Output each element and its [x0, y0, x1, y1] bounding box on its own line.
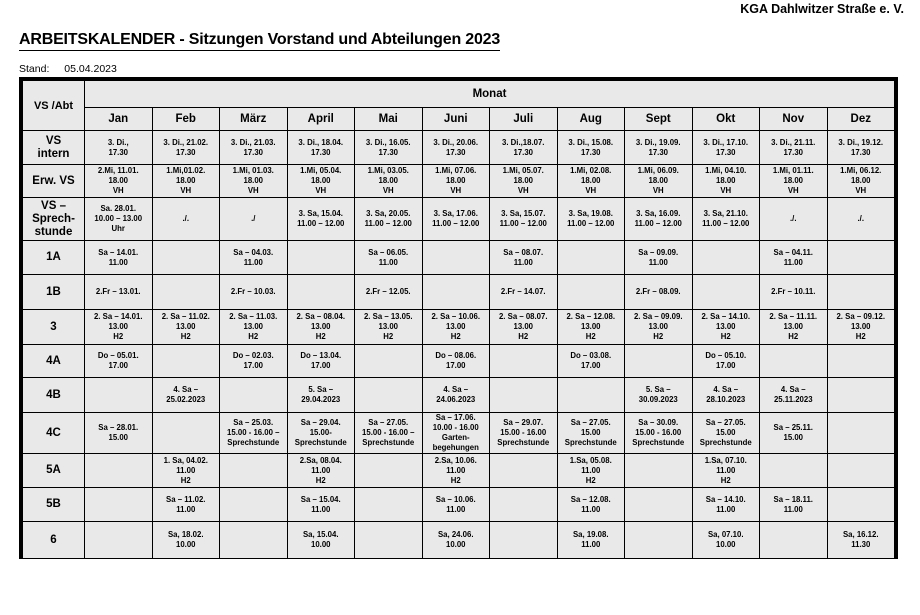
- table-cell: [625, 522, 693, 559]
- table-cell: 2. Sa – 11.03. 13.00 H2: [220, 310, 288, 345]
- table-cell: Sa – 10.06. 11.00: [422, 488, 490, 522]
- table-cell: 4. Sa – 28.10.2023: [692, 378, 760, 413]
- stand-date: 05.04.2023: [64, 63, 117, 75]
- month-header: Juni: [422, 108, 490, 131]
- table-row: [23, 310, 895, 345]
- table-cell: 2. Sa – 09.09. 13.00 H2: [625, 310, 693, 345]
- corner-header: VS /Abt: [23, 81, 85, 131]
- table-cell: 1.Mi, 01.11. 18.00 VH: [760, 165, 828, 198]
- table-row: [23, 378, 895, 413]
- table-cell: 1.Mi, 02.08. 18.00 VH: [557, 165, 625, 198]
- table-cell: [760, 345, 828, 378]
- table-cell: 1.Mi, 05.04. 18.00 VH: [287, 165, 355, 198]
- table-cell: [827, 413, 895, 454]
- table-cell: [85, 522, 153, 559]
- table-cell: [557, 275, 625, 310]
- table-row: [23, 198, 895, 241]
- table-cell: [85, 488, 153, 522]
- table-cell: [152, 241, 220, 275]
- table-cell: [355, 345, 423, 378]
- table-cell: [692, 241, 760, 275]
- table-cell: 3. Di., 15.08. 17.30: [557, 131, 625, 165]
- table-cell: Sa – 11.02. 11.00: [152, 488, 220, 522]
- table-cell: 2.Mi, 11.01. 18.00 VH: [85, 165, 153, 198]
- row-header: 4A: [23, 345, 85, 378]
- table-cell: 3. Sa, 16.09. 11.00 – 12.00: [625, 198, 693, 241]
- table-cell: Sa – 06.05. 11.00: [355, 241, 423, 275]
- table-cell: Sa, 24.06. 10.00: [422, 522, 490, 559]
- table-cell: Do – 13.04. 17.00: [287, 345, 355, 378]
- table-cell: Sa, 19.08. 11.00: [557, 522, 625, 559]
- calendar-table: [22, 80, 895, 559]
- table-cell: [152, 413, 220, 454]
- table-cell: 3. Di., 17.30: [85, 131, 153, 165]
- table-cell: 2. Sa – 14.10. 13.00 H2: [692, 310, 760, 345]
- month-header: Sept: [625, 108, 693, 131]
- table-cell: 2. Sa – 10.06. 13.00 H2: [422, 310, 490, 345]
- table-cell: 3. Di., 19.09. 17.30: [625, 131, 693, 165]
- table-cell: Sa – 18.11. 11.00: [760, 488, 828, 522]
- table-cell: [827, 345, 895, 378]
- table-cell: 1.Mi, 05.07. 18.00 VH: [490, 165, 558, 198]
- row-header: 1A: [23, 241, 85, 275]
- table-cell: [355, 522, 423, 559]
- table-cell: 2.Fr – 13.01.: [85, 275, 153, 310]
- table-cell: 2. Sa – 08.04. 13.00 H2: [287, 310, 355, 345]
- table-cell: [490, 378, 558, 413]
- table-cell: [827, 454, 895, 488]
- month-header: Nov: [760, 108, 828, 131]
- row-header: VS – Sprech- stunde: [23, 198, 85, 241]
- table-cell: [422, 241, 490, 275]
- table-cell: 3. Di., 20.06. 17.30: [422, 131, 490, 165]
- row-header: VS intern: [23, 131, 85, 165]
- table-cell: 2. Sa – 14.01. 13.00 H2: [85, 310, 153, 345]
- table-cell: 3. Sa, 15.04. 11.00 – 12.00: [287, 198, 355, 241]
- table-cell: [490, 345, 558, 378]
- row-header: 4C: [23, 413, 85, 454]
- table-cell: 3. Sa, 19.08. 11.00 – 12.00: [557, 198, 625, 241]
- table-cell: [355, 454, 423, 488]
- table-cell: Sa – 14.01. 11.00: [85, 241, 153, 275]
- table-cell: [287, 275, 355, 310]
- table-cell: ./: [220, 198, 288, 241]
- table-cell: 4. Sa – 24.06.2023: [422, 378, 490, 413]
- table-cell: [220, 488, 288, 522]
- table-cell: 3. Di., 17.10. 17.30: [692, 131, 760, 165]
- table-cell: [827, 378, 895, 413]
- table-cell: [827, 241, 895, 275]
- table-cell: [760, 522, 828, 559]
- table-cell: [355, 488, 423, 522]
- month-header: April: [287, 108, 355, 131]
- table-cell: 2. Sa – 09.12. 13.00 H2: [827, 310, 895, 345]
- table-cell: Do – 05.10. 17.00: [692, 345, 760, 378]
- month-header: Dez: [827, 108, 895, 131]
- table-row: [23, 345, 895, 378]
- table-row: [23, 413, 895, 454]
- table-row: [23, 275, 895, 310]
- table-cell: Sa – 14.10. 11.00: [692, 488, 760, 522]
- table-cell: [625, 345, 693, 378]
- table-cell: [85, 378, 153, 413]
- table-cell: 1.Sa, 07.10. 11.00 H2: [692, 454, 760, 488]
- table-row: [23, 488, 895, 522]
- table-cell: ./.: [827, 198, 895, 241]
- row-header: 5A: [23, 454, 85, 488]
- table-cell: Sa – 09.09. 11.00: [625, 241, 693, 275]
- table-cell: 3. Sa, 20.05. 11.00 – 12.00: [355, 198, 423, 241]
- row-header: 5B: [23, 488, 85, 522]
- table-cell: 3. Di.,18.07. 17.30: [490, 131, 558, 165]
- table-cell: Sa, 07.10. 10.00: [692, 522, 760, 559]
- table-cell: [557, 241, 625, 275]
- table-cell: [152, 345, 220, 378]
- table-cell: [692, 275, 760, 310]
- table-cell: 1.Mi, 03.05. 18.00 VH: [355, 165, 423, 198]
- table-cell: 3. Sa, 21.10. 11.00 – 12.00: [692, 198, 760, 241]
- table-cell: 2.Fr – 10.11.: [760, 275, 828, 310]
- calendar-frame: [19, 77, 898, 559]
- table-cell: 3. Sa, 15.07. 11.00 – 12.00: [490, 198, 558, 241]
- table-cell: [220, 378, 288, 413]
- table-cell: 3. Di., 19.12. 17.30: [827, 131, 895, 165]
- table-cell: Sa – 25.03. 15.00 - 16.00 – Sprechstunde: [220, 413, 288, 454]
- table-cell: 1.Mi, 07.06. 18.00 VH: [422, 165, 490, 198]
- table-cell: 2. Sa – 08.07. 13.00 H2: [490, 310, 558, 345]
- table-cell: 2.Fr – 12.05.: [355, 275, 423, 310]
- table-cell: Do – 05.01. 17.00: [85, 345, 153, 378]
- table-cell: 3. Di., 18.04. 17.30: [287, 131, 355, 165]
- table-cell: 4. Sa – 25.11.2023: [760, 378, 828, 413]
- table-cell: Sa – 29.04. 15.00- Sprechstunde: [287, 413, 355, 454]
- table-cell: [220, 454, 288, 488]
- table-cell: 1.Mi, 01.03. 18.00 VH: [220, 165, 288, 198]
- table-row: [23, 131, 895, 165]
- month-header: März: [220, 108, 288, 131]
- table-cell: 3. Di., 21.03. 17.30: [220, 131, 288, 165]
- row-header: 1B: [23, 275, 85, 310]
- table-cell: Sa – 28.01. 15.00: [85, 413, 153, 454]
- table-cell: [85, 454, 153, 488]
- table-cell: Sa, 15.04. 10.00: [287, 522, 355, 559]
- stand-line: [19, 63, 117, 75]
- table-cell: Do – 02.03. 17.00: [220, 345, 288, 378]
- table-cell: [490, 522, 558, 559]
- table-cell: 1.Sa, 05.08. 11.00 H2: [557, 454, 625, 488]
- table-cell: [557, 378, 625, 413]
- table-cell: Do – 03.08. 17.00: [557, 345, 625, 378]
- row-header: 4B: [23, 378, 85, 413]
- table-cell: 2. Sa – 12.08. 13.00 H2: [557, 310, 625, 345]
- table-cell: [490, 454, 558, 488]
- table-cell: 3. Sa, 17.06. 11.00 – 12.00: [422, 198, 490, 241]
- table-row: [23, 165, 895, 198]
- table-cell: Sa – 27.05. 15.00 Sprechstunde: [692, 413, 760, 454]
- table-cell: 2.Sa, 08.04. 11.00 H2: [287, 454, 355, 488]
- table-cell: [220, 522, 288, 559]
- table-cell: 3. Di., 21.02. 17.30: [152, 131, 220, 165]
- table-cell: Sa – 15.04. 11.00: [287, 488, 355, 522]
- table-cell: Sa – 27.05. 15.00 Sprechstunde: [557, 413, 625, 454]
- table-cell: [490, 488, 558, 522]
- table-cell: [422, 275, 490, 310]
- table-cell: 2.Fr – 10.03.: [220, 275, 288, 310]
- table-cell: 3. Di., 21.11. 17.30: [760, 131, 828, 165]
- table-cell: 1.Mi, 06.09. 18.00 VH: [625, 165, 693, 198]
- table-cell: Sa, 18.02. 10.00: [152, 522, 220, 559]
- table-cell: 2. Sa – 11.11. 13.00 H2: [760, 310, 828, 345]
- table-cell: [152, 275, 220, 310]
- month-header: Juli: [490, 108, 558, 131]
- table-cell: [355, 378, 423, 413]
- table-cell: 1. Sa, 04.02. 11.00 H2: [152, 454, 220, 488]
- month-group-header: Monat: [85, 81, 895, 108]
- table-cell: 4. Sa – 25.02.2023: [152, 378, 220, 413]
- table-cell: Sa – 29.07. 15.00 - 16.00 Sprechstunde: [490, 413, 558, 454]
- month-header: Feb: [152, 108, 220, 131]
- table-cell: 2.Fr – 14.07.: [490, 275, 558, 310]
- month-header: Jan: [85, 108, 153, 131]
- table-cell: ./.: [152, 198, 220, 241]
- table-cell: [760, 454, 828, 488]
- row-header: Erw. VS: [23, 165, 85, 198]
- table-cell: Sa – 25.11. 15.00: [760, 413, 828, 454]
- page-title: ARBEITSKALENDER - Sitzungen Vorstand und Abteilungen 2023: [19, 31, 500, 51]
- table-cell: 5. Sa – 29.04.2023: [287, 378, 355, 413]
- table-cell: Sa – 12.08. 11.00: [557, 488, 625, 522]
- table-row: [23, 522, 895, 559]
- table-cell: 2. Sa – 13.05. 13.00 H2: [355, 310, 423, 345]
- table-cell: 1.Mi, 04.10. 18.00 VH: [692, 165, 760, 198]
- table-cell: Sa – 30.09. 15.00 - 16.00 Sprechstunde: [625, 413, 693, 454]
- organization-name: KGA Dahlwitzer Straße e. V.: [740, 2, 904, 16]
- table-cell: [827, 275, 895, 310]
- table-cell: 1.Mi,01.02. 18.00 VH: [152, 165, 220, 198]
- table-cell: Sa – 04.11. 11.00: [760, 241, 828, 275]
- month-header: Aug: [557, 108, 625, 131]
- table-cell: [625, 454, 693, 488]
- table-cell: Sa – 17.06. 10.00 - 16.00 Garten- begehungen: [422, 413, 490, 454]
- row-header: 6: [23, 522, 85, 559]
- table-cell: ./.: [760, 198, 828, 241]
- table-row: [23, 241, 895, 275]
- month-header: Okt: [692, 108, 760, 131]
- table-row: [23, 454, 895, 488]
- month-header: Mai: [355, 108, 423, 131]
- table-cell: 5. Sa – 30.09.2023: [625, 378, 693, 413]
- row-header: 3: [23, 310, 85, 345]
- table-cell: 2. Sa – 11.02. 13.00 H2: [152, 310, 220, 345]
- table-cell: 2.Fr – 08.09.: [625, 275, 693, 310]
- table-cell: 2.Sa, 10.06. 11.00 H2: [422, 454, 490, 488]
- table-cell: [625, 488, 693, 522]
- stand-label: Stand:: [19, 63, 50, 75]
- table-cell: 3. Di., 16.05. 17.30: [355, 131, 423, 165]
- table-cell: Sa, 16.12. 11.30: [827, 522, 895, 559]
- table-cell: [827, 488, 895, 522]
- table-cell: Sa. 28.01. 10.00 – 13.00 Uhr: [85, 198, 153, 241]
- table-cell: Sa – 08.07. 11.00: [490, 241, 558, 275]
- table-cell: 1.Mi, 06.12. 18.00 VH: [827, 165, 895, 198]
- table-cell: Sa – 27.05. 15.00 - 16.00 – Sprechstunde: [355, 413, 423, 454]
- table-cell: [287, 241, 355, 275]
- table-cell: Do – 08.06. 17.00: [422, 345, 490, 378]
- table-cell: Sa – 04.03. 11.00: [220, 241, 288, 275]
